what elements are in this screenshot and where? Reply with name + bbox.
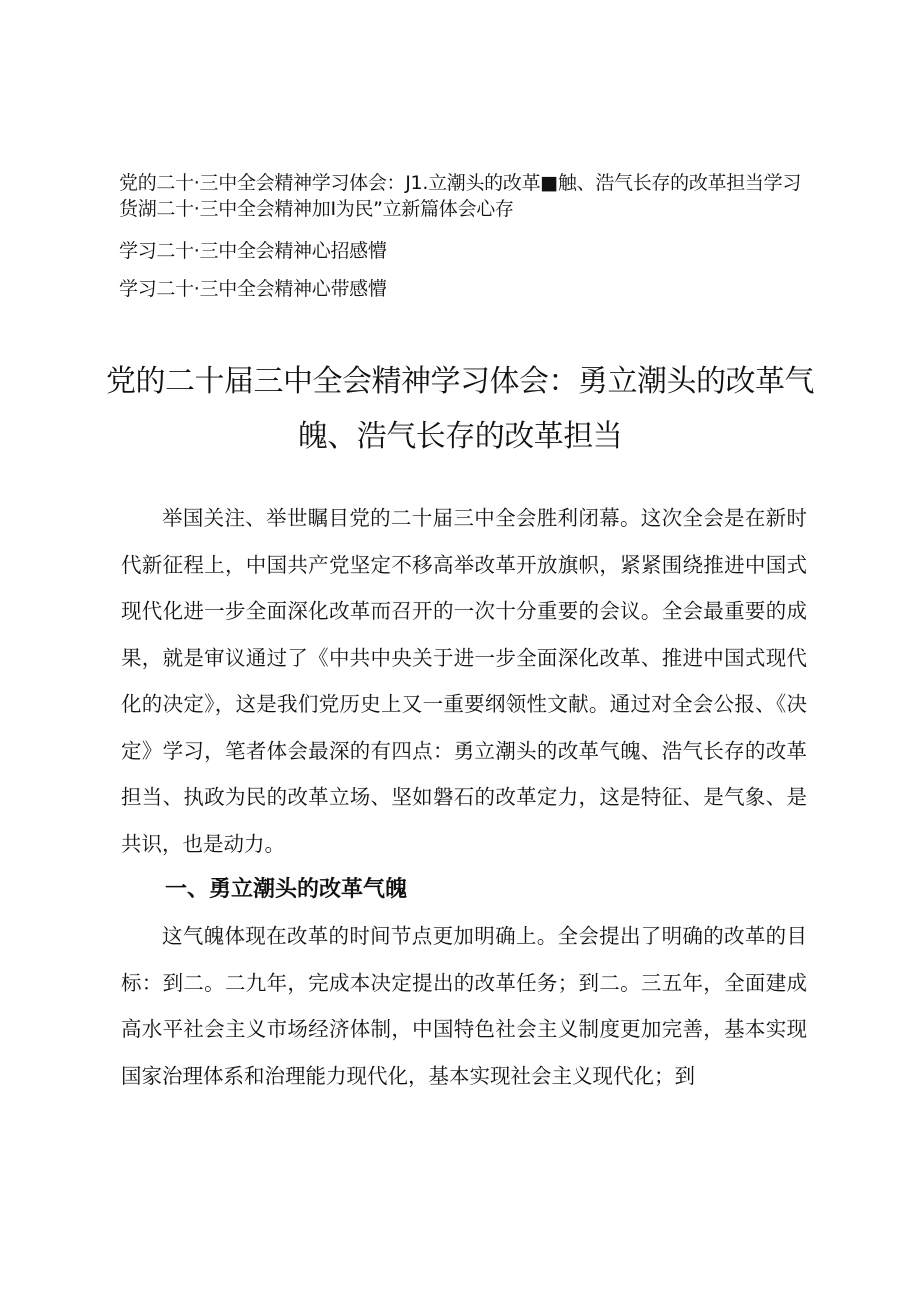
- article-body: [121, 495, 807, 1099]
- article-title: [100, 354, 820, 464]
- related-article-link-2[interactable]: 货湖二十·三中全会精神加I为民”立新篇体会心存: [119, 198, 514, 220]
- related-articles-list: [119, 170, 839, 302]
- article-paragraph-2: 这气魄体现在改革的时间节点更加明确上。全会提出了明确的改革的目标：到二。二九年，完成本决定提出的改革任务；到二。三五年，全面建成高水平社会主义市场经济体制，中国特色社会主义制度更加完善，基本实现国家治理体系和治理能力现代化，基本实现社会主义现代化；到: [121, 924, 807, 1088]
- article-title-line-2: 魄、浩气长存的改革担当: [297, 419, 623, 454]
- article-title-line-1: 党的二十届三中全会精神学习体会：勇立潮头的改革气: [106, 364, 814, 399]
- section-heading-1: 一、勇立潮头的改革气魄: [165, 877, 408, 902]
- related-article-link-4[interactable]: 学习二十·三中全会精神心带感懵: [119, 278, 387, 300]
- related-article-link-1[interactable]: 党的二十·三中全会精神学习体会：J1.立潮头的改革■触、浩气长存的改革担当学习: [119, 172, 802, 194]
- article-paragraph-1: 举国关注、举世瞩目党的二十届三中全会胜利闭幕。这次全会是在新时代新征程上，中国共产党坚定不移高举改革开放旗帜，紧紧围绕推进中国式现代化进一步全面深化改革而召开的一次十分重要的会议。全会最重要的成果，就是审议通过了《中共中央关于进一步全面深化改革、推进中国式现代化的决定》，这是我们党历史上又一重要纲领性文献。通过对全会公报、《决定》学习，笔者体会最深的有四点：勇立潮头的改革气魄、浩气长存的改革担当、执政为民的改革立场、坚如磐石的改革定力，这是特征、是气象、是共识，也是动力。: [121, 506, 807, 856]
- related-article-link-3[interactable]: 学习二十·三中全会精神心招感懵: [119, 240, 387, 262]
